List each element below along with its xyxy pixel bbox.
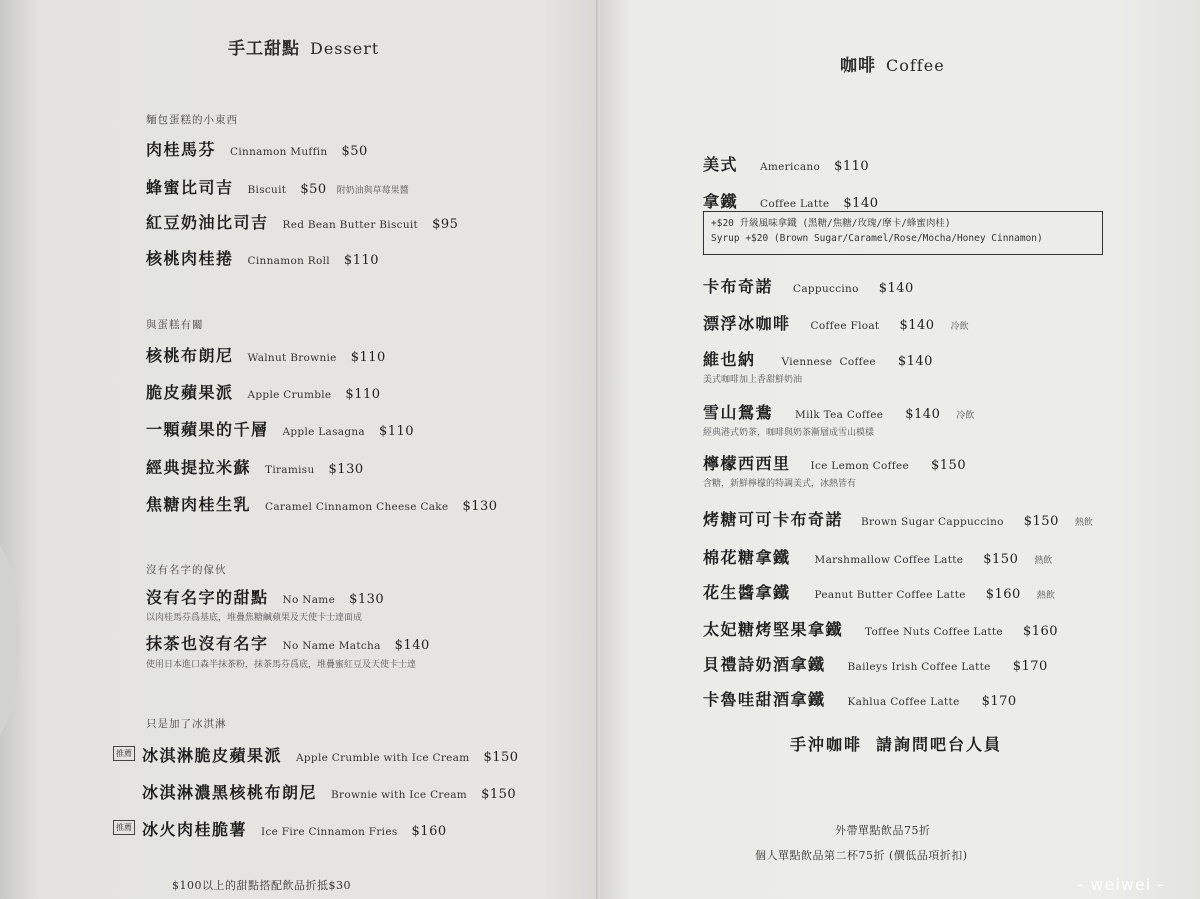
item-price: $140 (878, 281, 914, 296)
item-price: $130 (349, 592, 385, 607)
item-price: $140 (905, 407, 941, 422)
syrup-upgrade-box (703, 211, 1103, 255)
menu-item (703, 189, 879, 212)
menu-item (146, 380, 381, 403)
item-price: $50 (341, 144, 368, 159)
menu-item (146, 210, 458, 233)
item-name-en: Walnut Brownie (247, 352, 337, 364)
item-price: $150 (931, 458, 967, 473)
item-name-zh: 烤糖可可卡布奇諾 (703, 510, 844, 529)
item-name-en: Viennese Coffee (781, 356, 876, 368)
item-name-zh: 焦糖肉桂生乳 (146, 495, 252, 514)
item-name-en: Americano (760, 161, 821, 173)
item-price: $160 (411, 824, 447, 839)
menu-item (146, 455, 364, 478)
item-description: 含糖，新鮮檸檬的特調美式，冰熱皆有 (703, 479, 857, 489)
recommend-badge: 推薦 (113, 746, 135, 761)
menu-item (703, 152, 869, 175)
item-name-zh: 抹茶也沒有名字 (146, 634, 269, 653)
menu-item (703, 545, 1052, 568)
menu-item (146, 492, 498, 515)
item-price: $140 (897, 354, 933, 369)
item-tag: 冷飲 (956, 411, 975, 421)
section-heading-noname: 沒有名字的傢伙 (146, 564, 227, 576)
item-price: $150 (1023, 514, 1059, 529)
pourover-label: 手沖咖啡 (790, 735, 863, 754)
item-name-en: Ice Fire Cinnamon Fries (261, 826, 398, 838)
pourover-instruction: 請詢問吧台人員 (876, 735, 1003, 754)
item-name-zh: 花生醬拿鐵 (703, 583, 791, 602)
item-name-zh: 拿鐵 (703, 192, 739, 211)
item-name-en: No Name (282, 594, 336, 606)
coffee-footer-takeout: 外帶單點飲品75折 (835, 824, 931, 837)
dessert-page (0, 0, 598, 899)
item-name-zh: 卡魯哇甜酒拿鐵 (703, 690, 826, 709)
syrup-line-en: Syrup +$20 (Brown Sugar/Caramel/Rose/Mocha/Honey Cinnamon) (711, 233, 1043, 244)
coffee-title-en: Coffee (886, 56, 945, 75)
item-name-zh: 美式 (703, 155, 739, 174)
item-description: 使用日本進口森半抹茶粉，抹茶馬芬爲底，堆疊蜜紅豆及天使卡士達 (146, 660, 417, 670)
item-name-en: Peanut Butter Coffee Latte (814, 589, 966, 601)
dessert-title-zh: 手工甜點 (228, 39, 300, 59)
item-price: $110 (834, 159, 870, 174)
item-name-en: Baileys Irish Coffee Latte (847, 661, 991, 673)
menu-item (146, 417, 414, 440)
item-price: $140 (899, 318, 935, 333)
item-name-en: Marshmallow Coffee Latte (814, 554, 964, 566)
menu-item (146, 631, 430, 654)
item-name-en: Apple Lasagna (282, 426, 365, 438)
item-name-zh: 肉桂馬芬 (146, 140, 217, 159)
menu-item (703, 617, 1058, 640)
coffee-page (600, 0, 1200, 899)
item-price: $150 (983, 552, 1019, 567)
dessert-footer-note: $100以上的甜點搭配飲品折抵$30 (172, 879, 351, 892)
item-name-en: Apple Crumble with Ice Cream (296, 752, 470, 764)
pourover-notice (790, 732, 1002, 755)
menu-item (142, 817, 447, 840)
item-name-en: Cappuccino (793, 283, 859, 295)
item-name-zh: 核桃布朗尼 (146, 346, 234, 365)
menu-item (703, 507, 1093, 530)
menu-item (703, 347, 933, 370)
menu-item (146, 343, 386, 366)
item-price: $160 (985, 587, 1021, 602)
section-heading-cake: 與蛋糕有關 (146, 319, 204, 331)
item-name-zh: 核桃肉桂捲 (146, 249, 234, 268)
section-heading-icecream: 只是加了冰淇淋 (146, 718, 227, 730)
coffee-title-zh: 咖啡 (840, 56, 876, 76)
item-name-en: Caramel Cinnamon Cheese Cake (265, 501, 449, 513)
item-name-zh: 維也納 (703, 350, 756, 369)
menu-item (146, 246, 379, 269)
item-name-zh: 沒有名字的甜點 (146, 588, 269, 607)
item-name-zh: 貝禮詩奶酒拿鐵 (703, 655, 826, 674)
item-description: 美式咖啡加上香甜鮮奶油 (703, 375, 803, 385)
menu-item (703, 311, 969, 334)
item-name-zh: 脆皮蘋果派 (146, 383, 234, 402)
item-name-zh: 紅豆奶油比司吉 (146, 213, 269, 232)
item-price: $160 (1022, 624, 1059, 639)
menu-item (142, 743, 519, 766)
item-description: 以肉桂馬芬爲基底，堆疊焦糖鹹蘋果及天使卡士達面成 (146, 613, 363, 623)
item-name-zh: 漂浮冰咖啡 (703, 314, 791, 333)
menu-item (146, 137, 368, 160)
item-price: $95 (432, 217, 459, 232)
item-tag: 熱飲 (1034, 556, 1053, 566)
recommend-badge: 推薦 (113, 820, 135, 835)
watermark: - weiwei - (1077, 875, 1164, 894)
item-name-en: Brown Sugar Cappuccino (861, 516, 1004, 528)
item-price: $130 (462, 499, 498, 514)
item-name-zh: 雪山鴛鴦 (703, 403, 774, 422)
item-name-zh: 冰淇淋脆皮蘋果派 (142, 746, 283, 765)
menu-item (146, 585, 384, 608)
menu-item (146, 175, 409, 198)
item-name-en: Tiramisu (265, 464, 315, 476)
section-heading-bakery: 麵包蛋糕的小東西 (146, 114, 238, 126)
item-price: $170 (981, 694, 1017, 709)
menu-item (703, 451, 966, 474)
menu-item (703, 652, 1048, 675)
item-tag: 熱飲 (1074, 518, 1093, 528)
item-price: $150 (483, 750, 519, 765)
dessert-title (228, 34, 379, 59)
item-name-zh: 冰淇淋濃黑核桃布朗尼 (142, 783, 318, 802)
item-name-en: Brownie with Ice Cream (331, 789, 468, 801)
item-tag: 熱飲 (1036, 591, 1055, 601)
item-name-en: Ice Lemon Coffee (810, 460, 910, 472)
item-name-en: Apple Crumble (247, 389, 332, 401)
item-name-en: Milk Tea Coffee (795, 409, 884, 421)
item-name-zh: 經典提拉米蘇 (146, 458, 252, 477)
item-price: $150 (481, 787, 517, 802)
coffee-footer-second-cup: 個人單點飲品第二杯75折 (價低品項折扣) (755, 849, 968, 862)
item-price: $130 (328, 462, 364, 477)
item-name-en: Coffee Float (810, 320, 880, 332)
item-name-en: Cinnamon Roll (247, 255, 330, 267)
item-price: $110 (350, 350, 386, 365)
item-description: 經典港式奶茶，咖啡與奶茶漸層成雪山模樣 (703, 428, 875, 438)
item-name-zh: 蜂蜜比司吉 (146, 178, 234, 197)
item-name-zh: 一顆蘋果的千層 (146, 420, 269, 439)
item-name-en: Kahlua Coffee Latte (847, 696, 960, 708)
item-name-en: Coffee Latte (760, 198, 830, 210)
item-price: $140 (843, 196, 879, 211)
item-price: $110 (343, 253, 380, 268)
item-price: $110 (345, 387, 381, 402)
item-name-zh: 太妃糖烤堅果拿鐵 (703, 620, 844, 639)
item-name-en: Biscuit (247, 184, 287, 196)
menu-item (703, 400, 974, 423)
item-price: $140 (394, 638, 430, 653)
item-name-zh: 冰火肉桂脆薯 (142, 820, 248, 839)
menu-item (703, 580, 1055, 603)
menu-item (703, 687, 1017, 710)
dessert-title-en: Dessert (310, 39, 380, 58)
item-price: $50 (300, 182, 327, 197)
page-curl-shadow (0, 540, 20, 740)
item-tag: 冷飲 (950, 322, 969, 332)
item-price: $110 (378, 424, 415, 439)
syrup-line-zh: +$20 升級風味拿鐵 (黑糖/焦糖/玫瑰/摩卡/蜂蜜肉桂) (711, 218, 951, 229)
menu-item (142, 780, 516, 803)
item-name-en: Red Bean Butter Biscuit (282, 219, 419, 231)
item-name-zh: 卡布奇諾 (703, 277, 774, 296)
item-name-en: Cinnamon Muffin (230, 146, 328, 158)
item-name-en: Toffee Nuts Coffee Latte (865, 626, 1003, 638)
item-price: $170 (1012, 659, 1048, 674)
item-name-zh: 棉花糖拿鐵 (703, 548, 791, 567)
coffee-title (840, 51, 945, 76)
menu-item (703, 274, 914, 297)
item-note: 附奶油與草莓果醬 (336, 186, 409, 196)
item-name-zh: 檸檬西西里 (703, 454, 791, 473)
item-name-en: No Name Matcha (282, 640, 381, 652)
